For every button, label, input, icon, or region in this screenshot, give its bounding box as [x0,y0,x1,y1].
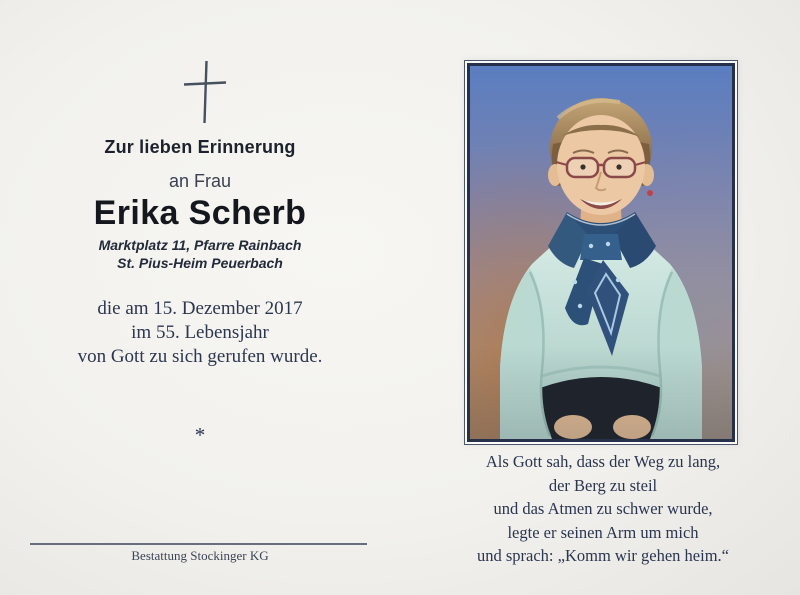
salutation: an Frau [168,171,232,191]
death-notice-line: die am 15. Dezember 2017 [97,298,303,319]
poem-line: Als Gott sah, dass der Weg zu lang, [485,452,721,471]
poem-line: der Berg zu steil [548,475,658,495]
address-line-2: St. Pius-Heim Peuerbach [117,255,283,271]
death-notice-line: von Gott zu sich gerufen wurde. [77,346,323,367]
memorial-poem [453,450,753,568]
poem-line: und das Atmen zu schwer wurde, [493,499,713,518]
cross-icon [173,57,237,129]
memorial-intro: Zur lieben Erinnerung [104,137,296,157]
death-notice [0,297,400,369]
poem-line: legte er seinen Arm um mich [507,522,699,542]
photo-frame [464,60,738,445]
funeral-home-name: Bestattung Stockinger KG [131,548,269,563]
poem-line: und sprach: „Komm wir gehen heim.“ [476,546,729,565]
signature-rule [30,543,367,545]
star-symbol: * [194,423,206,447]
photo-inner-border [467,63,735,442]
deceased-name: Erika Scherb [93,194,307,232]
death-notice-line: im 55. Lebensjahr [131,322,269,343]
address-line-1: Marktplatz 11, Pfarre Rainbach [98,237,302,253]
portrait-photo [470,66,732,439]
